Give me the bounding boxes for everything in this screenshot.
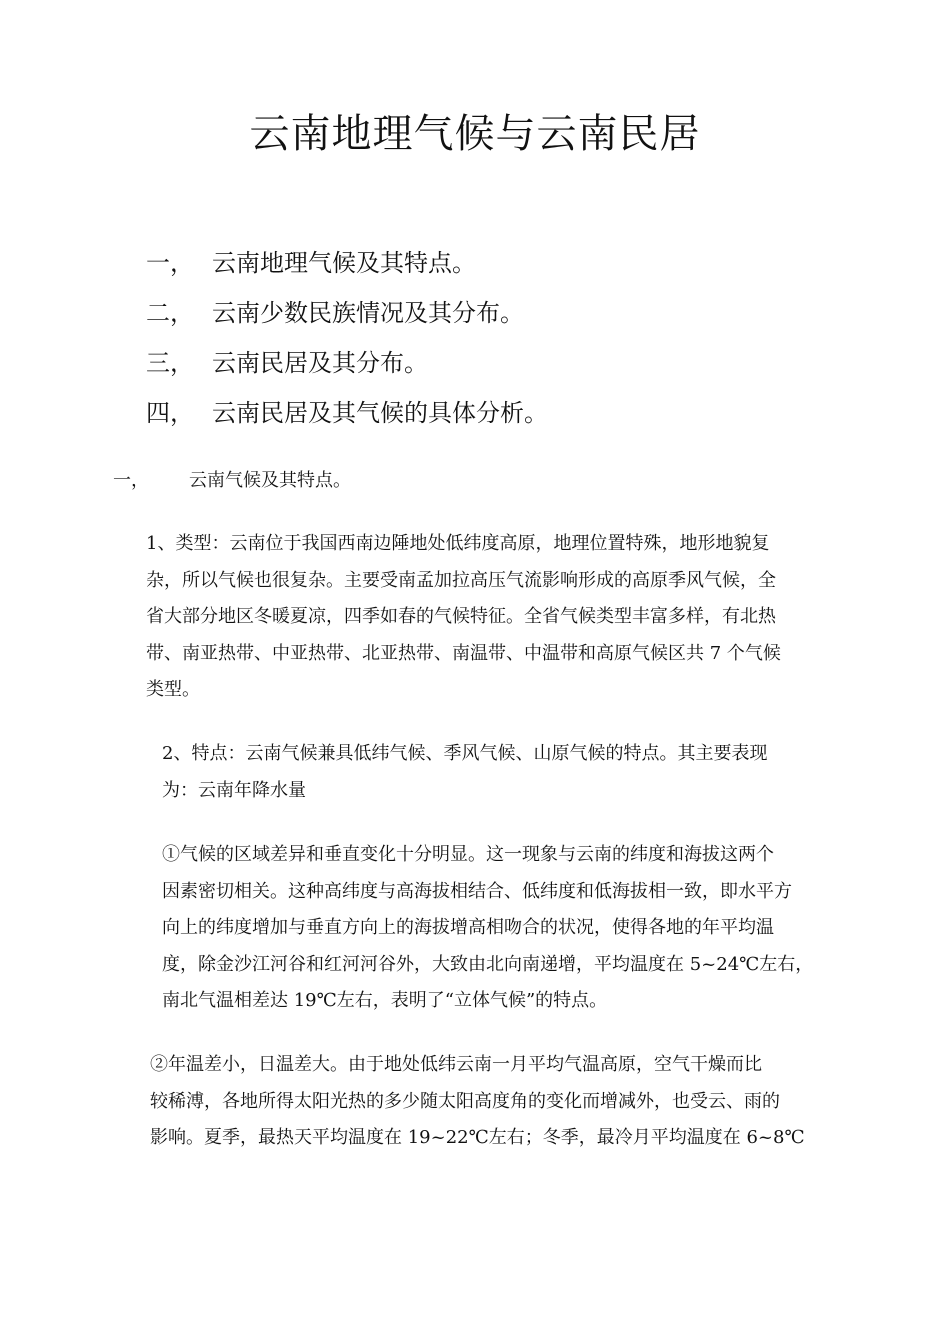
toc-item-number: 四， [146, 399, 194, 427]
toc-item-number: 二， [146, 299, 194, 327]
paragraph-line: 为：云南年降水量 [162, 779, 306, 801]
paragraph-line: 度，除金沙江河谷和红河河谷外，大致由北向南递增，平均温度在 5~24℃左右， [162, 953, 814, 975]
paragraph-line: ①气候的区域差异和垂直变化十分明显。这一现象与云南的纬度和海拔这两个 [162, 844, 774, 865]
toc-item [146, 288, 548, 338]
paragraph-regional-difference [144, 837, 814, 1020]
toc-item-text: 云南民居及其气候的具体分析。 [212, 399, 548, 427]
paragraph-line: 杂，所以气候也很复杂。主要受南孟加拉高压气流影响形成的高原季风气候，全 [146, 569, 776, 591]
toc-item [146, 388, 548, 438]
paragraph-temperature-range [144, 1047, 814, 1157]
paragraph-line: 影响。夏季，最热天平均温度在 19~22℃左右；冬季，最冷月平均温度在 6~8℃ [150, 1127, 805, 1148]
paragraph-line: 省大部分地区冬暖夏凉，四季如春的气候特征。全省气候类型丰富多样，有北热 [146, 606, 776, 627]
paragraph-line: 2、特点：云南气候兼具低纬气候、季风气候、山原气候的特点。其主要表现 [162, 743, 768, 764]
paragraph-line: 较稀溥，各地所得太阳光热的多少随太阳高度角的变化而增减外，也受云、雨的 [150, 1090, 780, 1112]
paragraph-line: 1、类型：云南位于我国西南边陲地处低纬度高原，地理位置特殊，地形地貌复 [146, 533, 770, 554]
toc-item [146, 338, 548, 388]
section-number: 一， [113, 470, 149, 491]
table-of-contents [146, 238, 548, 438]
toc-item [146, 238, 548, 288]
toc-item-number: 一， [146, 249, 194, 277]
paragraph-line: 因素密切相关。这种高纬度与高海拔相结合、低纬度和低海拔相一致，即水平方 [162, 880, 792, 902]
paragraph-line: 南北气温相差达 19℃左右，表明了“立体气候”的特点。 [162, 990, 608, 1011]
page-title: 云南地理气候与云南民居 [249, 111, 701, 157]
paragraph-line: 向上的纬度增加与垂直方向上的海拔增高相吻合的状况，使得各地的年平均温 [162, 917, 774, 938]
paragraph-line: 类型。 [146, 679, 200, 700]
paragraph-line: ②年温差小，日温差大。由于地处低纬云南一月平均气温高原，空气干燥而比 [150, 1054, 762, 1075]
toc-item-number: 三， [146, 349, 194, 377]
paragraph-line: 带、南亚热带、中亚热带、北亚热带、南温带、中温带和高原气候区共 7 个气候 [146, 642, 781, 664]
section-title: 云南气候及其特点。 [189, 470, 351, 491]
toc-item-text: 云南少数民族情况及其分布。 [212, 299, 524, 327]
paragraph-climate-type [144, 526, 814, 709]
toc-item-text: 云南地理气候及其特点。 [212, 249, 476, 277]
toc-item-text: 云南民居及其分布。 [212, 349, 428, 377]
section-heading [113, 466, 351, 496]
paragraph-climate-features [144, 736, 814, 809]
